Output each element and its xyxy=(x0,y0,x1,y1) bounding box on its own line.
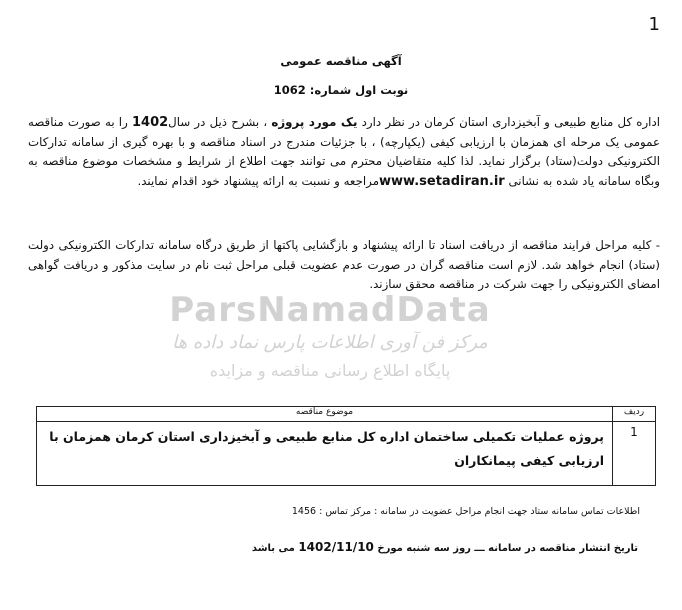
publication-text-a: تاریخ انتشار مناقصه در سامانه ـــ روز سه شنبه مورخ xyxy=(373,543,638,554)
tender-year: 1402 xyxy=(131,115,169,130)
header-subject: موضوع مناقصه xyxy=(37,407,613,422)
notice-title: آگهی مناقصه عمومی xyxy=(280,54,402,68)
project-count: یک مورد پروژه xyxy=(271,115,358,129)
row-subject: پروژه عملیات تکمیلی ساختمان اداره کل منابع طبیعی و آبخیزداری استان کرمان همزمان با ارزیابی کیفی پیمانکاران xyxy=(37,422,613,486)
intro-text-a: اداره کل منابع طبیعی و آبخیزداری استان کرمان در نظر دارد xyxy=(357,115,660,129)
table-header-row xyxy=(37,407,656,422)
publication-date-line xyxy=(40,540,638,554)
watermark-subtitle-2: پایگاه اطلاع رسانی مناقصه و مزایده xyxy=(209,361,451,380)
publication-text-b: می باشد xyxy=(251,543,299,554)
notice-round xyxy=(0,83,682,97)
watermark xyxy=(150,290,510,380)
round-label: نوبت اول شماره: xyxy=(309,83,409,97)
watermark-subtitle: مرکز فن آوری اطلاعات پارس نماد داده ها xyxy=(172,332,488,353)
intro-text-b: ، بشرح ذیل در سال xyxy=(168,115,272,129)
table-row xyxy=(37,422,656,486)
page-number: 1 xyxy=(648,14,660,35)
round-number: 1062 xyxy=(273,83,306,97)
intro-text-d: مراجعه و نسبت به ارائه پیشنهاد خود اقدام نمایند. xyxy=(137,173,380,188)
intro-text-c: را به صورت مناقصه عمومی یک مرحله ای همزمان با ارزیابی کیفی (یکپارچه) ، با جزئیات مندرج در اسناد مناقصه و با بهره گیری از سامانه تدارکات الکترونیکی دولت(ستاد) برگزار نماید. لذا کلیه متقاضیان محترم می توانند جهت اطلاع از شرایط و مشخصات موضوع مناقصه به وبگاه سامانه یاد شده به نشانی xyxy=(28,115,660,188)
header-row-number: ردیف xyxy=(613,407,656,422)
paragraph-process: - کلیه مراحل فرایند مناقصه از دریافت اسناد تا ارائه پیشنهاد و بازگشایی پاکتها از طریق درگاه سامانه تدارکات الکترونیکی دولت (ستاد) انجام خواهد شد. لازم است مناقصه گران در صورت عدم عضویت قبلی مراحل ثبت نام در سایت مذکور و دریافت گواهی امضای الکترونیکی را جهت شرکت در مناقصه محقق سازند. xyxy=(28,238,660,291)
website-link[interactable]: www.setadiran.ir xyxy=(379,173,505,189)
contact-info: اطلاعات تماس سامانه ستاد جهت انجام مراحل عضویت در سامانه : مرکز تماس : 1456 xyxy=(291,506,640,517)
row-number: 1 xyxy=(613,422,656,486)
tender-table xyxy=(36,406,656,486)
publication-date: 1402/11/10 xyxy=(298,540,374,554)
watermark-title: ParsNamadData xyxy=(169,290,491,330)
paragraph-intro xyxy=(28,113,660,191)
